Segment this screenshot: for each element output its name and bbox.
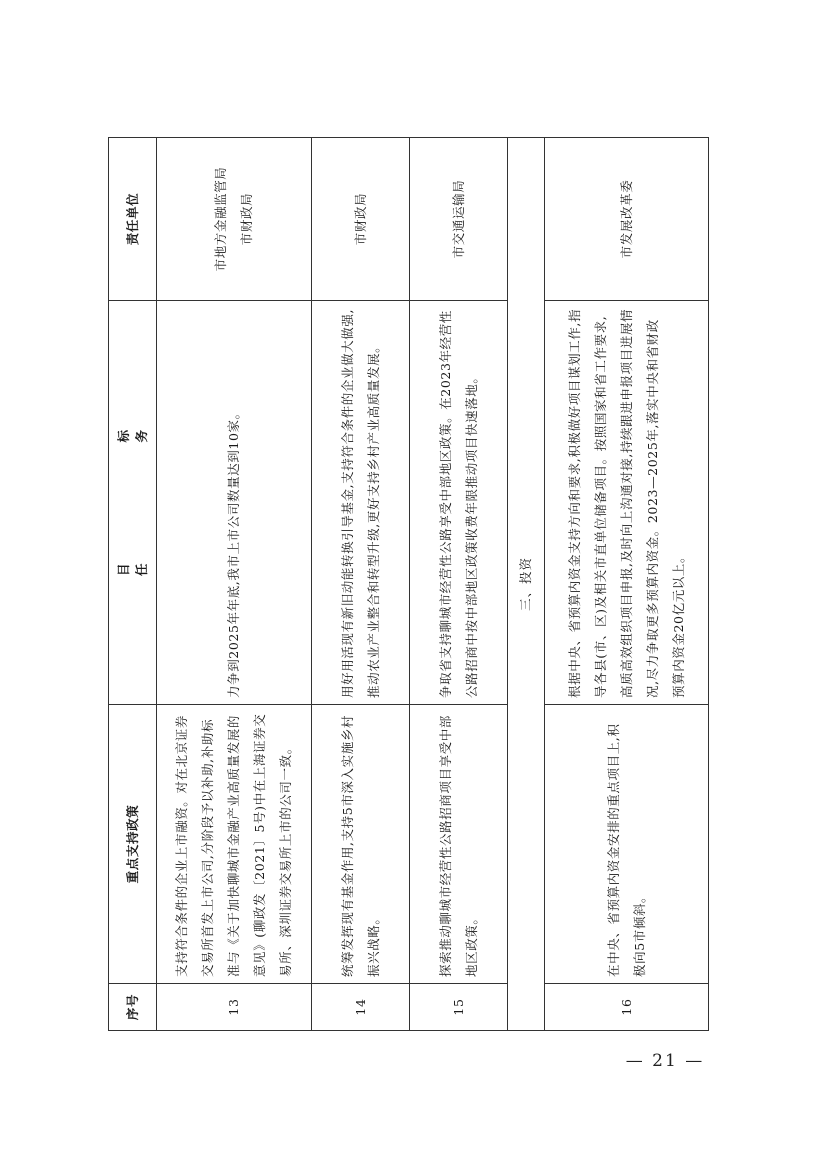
section-label: 三、投资 xyxy=(508,138,545,1031)
row-policy: 在中央、省预算内资金安排的重点项目上,积极向5市倾斜。 xyxy=(545,705,709,984)
row-target: 力争到2025年年底,我市上市公司数量达到10家。 xyxy=(157,301,312,705)
row-unit xyxy=(312,138,410,301)
row-policy: 支持符合条件的企业上市融资。对在北京证券交易所首发上市公司,分阶段予以补助,补助标准与《关于加快聊城市金融产业高质量发展的意见》(聊政发〔2021〕5号)中在上海证券交易所、深圳证券交易所上市的公司一致。 xyxy=(157,705,312,984)
row-unit xyxy=(157,138,312,301)
header-target-char: 务 xyxy=(133,428,149,443)
header-policy: 重点支持政策 xyxy=(109,705,157,984)
table-row xyxy=(410,138,508,1031)
row-number: 13 xyxy=(157,984,312,1031)
row-policy: 探索推动聊城市经营性公路招商项目享受中部地区政策。 xyxy=(410,705,508,984)
table-row xyxy=(312,138,410,1031)
unit-line: 市发展改革委 xyxy=(618,179,634,259)
table-row xyxy=(545,138,709,1031)
row-number: 15 xyxy=(410,984,508,1031)
header-target-char: 标 xyxy=(115,428,131,443)
header-unit: 责任单位 xyxy=(109,138,157,301)
header-target xyxy=(109,301,157,705)
row-target: 争取省支持聊城市经营性公路享受中部地区政策。在2023年经营性公路招商中按中部地区政策收费年限推动项目快速落地。 xyxy=(410,301,508,705)
header-row xyxy=(109,138,157,1031)
row-policy: 统筹发挥现有基金作用,支持5市深入实施乡村振兴战略。 xyxy=(312,705,410,984)
table-row xyxy=(157,138,312,1031)
row-target: 根据中央、省预算内资金支持方向和要求,积极做好项目谋划工作,指导各县(市、区)及相关市直单位储备项目。按照国家和省工作要求,高质高效组织项目申报,及时向上沟通对接,持续跟进申报项目进展情况,尽力争取更多预算内资金。2023—2025年,落实中央和省财政预算内资金20亿元以上。 xyxy=(545,301,709,705)
header-target-char: 任 xyxy=(133,562,149,577)
header-target-char: 目 xyxy=(115,562,131,577)
row-unit xyxy=(410,138,508,301)
rotated-table-wrapper xyxy=(108,138,709,1031)
row-number: 16 xyxy=(545,984,709,1031)
section-row xyxy=(508,138,545,1031)
unit-line: 市交通运输局 xyxy=(450,179,466,259)
unit-line: 市地方金融监管局 xyxy=(213,166,228,272)
unit-line: 市财政局 xyxy=(352,192,368,246)
page-number: — 21 — xyxy=(625,1051,705,1071)
row-unit xyxy=(545,138,709,301)
header-number: 序号 xyxy=(109,984,157,1031)
unit-line: 市财政局 xyxy=(239,192,254,246)
row-number: 14 xyxy=(312,984,410,1031)
policy-table xyxy=(108,137,709,1031)
row-target: 用好用活现有新旧动能转换引导基金,支持符合条件的企业做大做强,推动农业产业整合和转型升级,更好支持乡村产业高质量发展。 xyxy=(312,301,410,705)
